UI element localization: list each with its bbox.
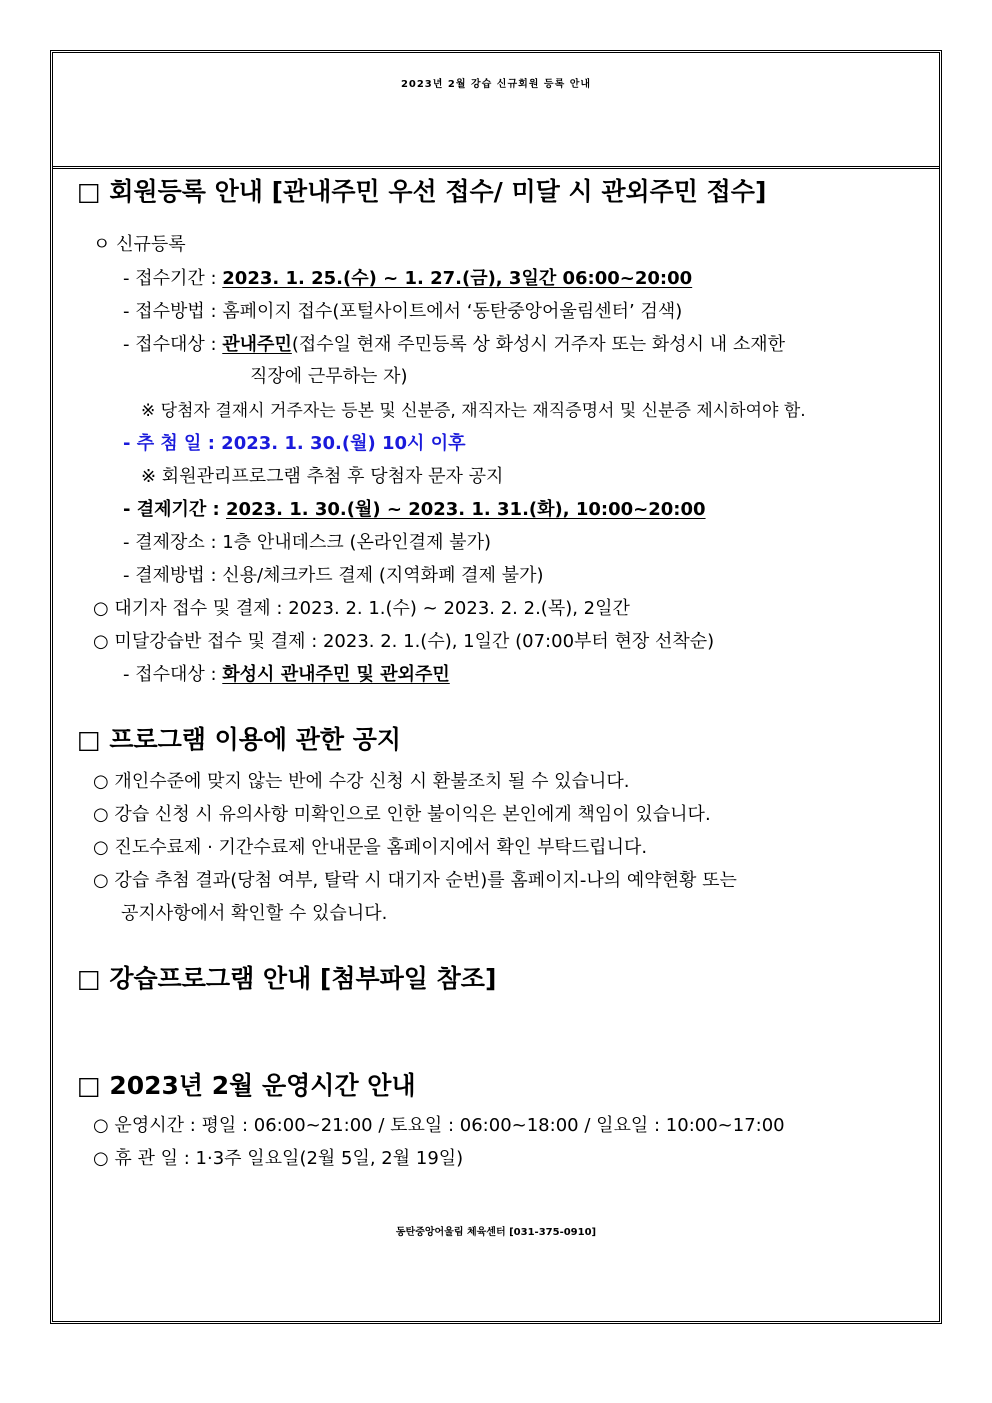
notice-item: ○ 강습 신청 시 유의사항 미확인으로 인한 불이익은 본인에게 책임이 있습니다. xyxy=(93,804,711,825)
closed-days: ○ 휴 관 일 : 1·3주 일요일(2월 5일, 2월 19일) xyxy=(93,1148,464,1169)
draw-note: ※ 회원관리프로그램 추첨 후 당첨자 문자 공지 xyxy=(141,466,504,487)
application-target-label: - 접수대상 : xyxy=(123,334,223,355)
section-heading-program-notice: □ 프로그램 이용에 관한 공지 xyxy=(77,725,402,754)
required-documents-note: ※ 당첨자 결재시 거주자는 등본 및 신분증, 재직자는 재직증명서 및 신분증 제시하여야 함. xyxy=(141,401,806,421)
notice-item: ○ 진도수료제 · 기간수료제 안내문을 홈페이지에서 확인 부탁드립니다. xyxy=(93,837,648,858)
section-heading-program-guide: □ 강습프로그램 안내 [첨부파일 참조] xyxy=(77,964,497,993)
application-target-value: 관내주민 xyxy=(222,334,292,355)
application-period xyxy=(123,268,692,290)
notice-item: ○ 개인수준에 맞지 않는 반에 수강 신청 시 환불조치 될 수 있습니다. xyxy=(93,771,630,792)
payment-period xyxy=(123,499,706,521)
unfilled-target-label: - 접수대상 : xyxy=(123,664,223,685)
draw-date-label: - 추 첨 일 : xyxy=(123,433,222,454)
application-period-value: 2023. 1. 25.(수) ~ 1. 27.(금), 3일간 06:00~20:00 xyxy=(222,268,693,289)
section-heading-hours: □ 2023년 2월 운영시간 안내 xyxy=(77,1071,416,1100)
notice-item: ○ 강습 추첨 결과(당첨 여부, 탈락 시 대기자 순번)를 홈페이지-나의 예약현황 또는 xyxy=(93,870,737,891)
draw-date-value: 2023. 1. 30.(월) 10시 이후 xyxy=(221,433,466,454)
payment-period-value: 2023. 1. 30.(월) ~ 2023. 1. 31.(화), 10:00~20:00 xyxy=(226,499,706,520)
application-period-label: - 접수기간 : xyxy=(123,268,223,289)
page-title: 2023년 2월 강습 신규회원 등록 안내 xyxy=(400,79,592,90)
title-box xyxy=(53,53,939,169)
section-heading-registration: □ 회원등록 안내 [관내주민 우선 접수/ 미달 시 관외주민 접수] xyxy=(77,177,767,206)
waitlist-info: ○ 대기자 접수 및 결제 : 2023. 2. 1.(수) ~ 2023. 2. 2.(목), 2일간 xyxy=(93,598,630,619)
payment-period-label: - 결제기간 : xyxy=(123,499,227,520)
application-method: - 접수방법 : 홈페이지 접수(포털사이트에서 ‘동탄중앙어울림센터’ 검색) xyxy=(123,301,683,322)
application-target-desc-cont: 직장에 근무하는 자) xyxy=(250,366,408,387)
application-target xyxy=(123,334,785,356)
operating-hours: ○ 운영시간 : 평일 : 06:00~21:00 / 토요일 : 06:00~18:00 / 일요일 : 10:00~17:00 xyxy=(93,1115,785,1136)
payment-place: - 결제장소 : 1층 안내데스크 (온라인결제 불가) xyxy=(123,532,491,553)
draw-date xyxy=(123,433,465,455)
payment-method: - 결제방법 : 신용/체크카드 결제 (지역화폐 결제 불가) xyxy=(123,565,544,586)
new-registration-label: ㅇ 신규등록 xyxy=(93,234,186,255)
unfilled-target-value: 화성시 관내주민 및 관외주민 xyxy=(222,664,450,685)
application-target-desc: (접수일 현재 주민등록 상 화성시 거주자 또는 화성시 내 소재한 xyxy=(291,334,786,355)
unfilled-class-info: ○ 미달강습반 접수 및 결제 : 2023. 2. 1.(수), 1일간 (07:00부터 현장 선착순) xyxy=(93,631,715,652)
notice-frame xyxy=(50,50,942,1324)
unfilled-target xyxy=(123,664,450,686)
notice-item-cont: 공지사항에서 확인할 수 있습니다. xyxy=(121,903,388,924)
center-contact: 동탄중앙어울림 체육센터 [031-375-0910] xyxy=(395,1227,597,1238)
